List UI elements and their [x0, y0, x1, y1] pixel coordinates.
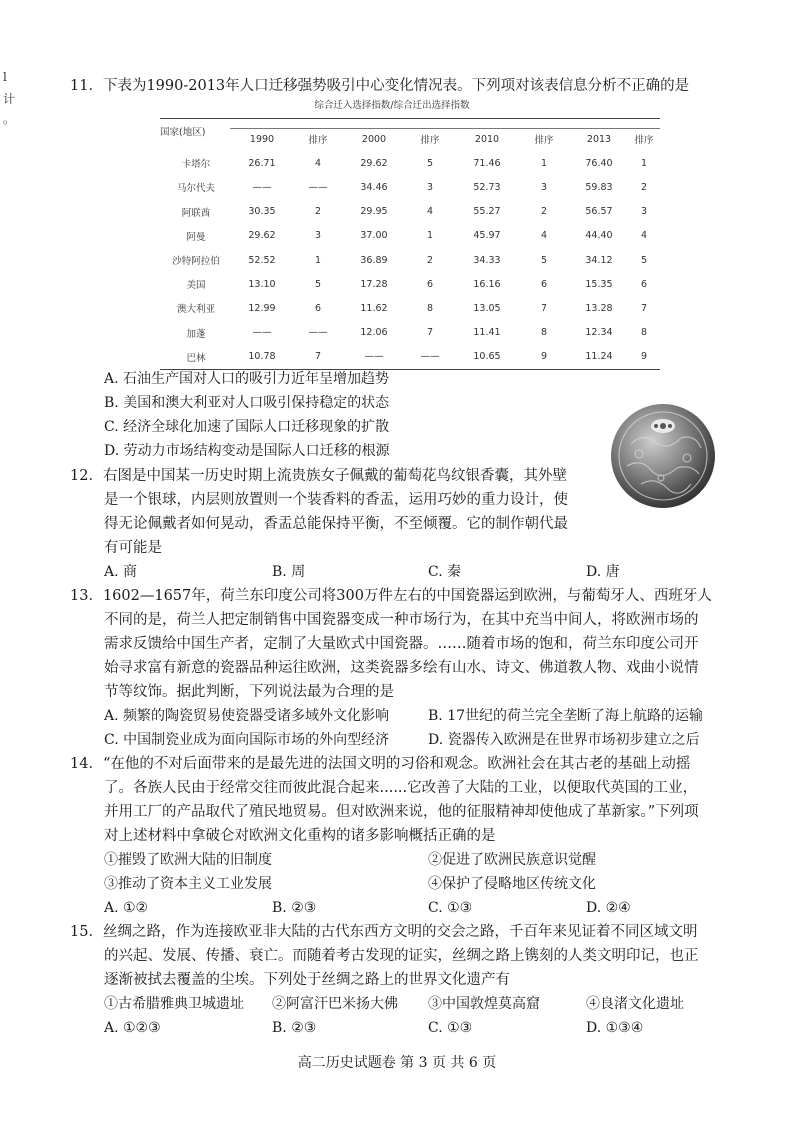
table-cell: 56.57	[585, 206, 613, 218]
q15-line: 15．丝绸之路，作为连接欧亚非大陆的古代东西方文明的交会之路，千百年来见证着不同区域文明	[70, 924, 698, 940]
table-cell: 26.71	[248, 157, 276, 169]
table-cell: 阿联酋	[181, 207, 211, 219]
q15-line: 逐渐被拭去覆盖的尘埃。下列处于丝绸之路上的世界文化遗产有	[104, 972, 510, 988]
table-cell: 2	[640, 181, 648, 193]
table-cell: 29.62	[360, 157, 388, 169]
table-cell: ——	[420, 351, 440, 363]
margin-mark: 。	[3, 112, 16, 126]
table-cell: 6	[426, 278, 434, 290]
table-cell: 加蓬	[186, 328, 206, 340]
table-cell: 巴林	[186, 352, 206, 364]
table-row	[160, 200, 660, 224]
q15-item-1: ①古希腊雅典卫城遗址	[104, 996, 244, 1012]
table-cell: 10.78	[248, 351, 276, 363]
table-cell: 1	[314, 254, 322, 266]
margin-mark: 计	[3, 92, 16, 106]
table-cell: 52.52	[248, 254, 276, 266]
table-cell: 5	[426, 157, 434, 169]
table-cell: 44.40	[585, 230, 613, 242]
table-cell: 52.73	[473, 181, 501, 193]
table-cell: 16.16	[473, 278, 501, 290]
q13-line: 始寻求富有新意的瓷器品种运往欧洲，这类瓷器多绘有山水、诗文、佛道教人物、戏曲小说情	[104, 660, 699, 676]
table-cell: 13.05	[473, 302, 501, 314]
table-cell: 71.46	[473, 157, 501, 169]
table-cell: ——	[364, 351, 384, 363]
migration-table	[160, 111, 660, 369]
q14-item-2: ②促进了欧洲民族意识觉醒	[428, 852, 596, 868]
table-cell: 2	[540, 206, 548, 218]
table-cell: 36.89	[360, 254, 388, 266]
table-cell: 59.83	[585, 181, 613, 193]
column-header: 2013	[586, 133, 612, 145]
q14-item-3: ③推动了资本主义工业发展	[104, 876, 272, 892]
table-cell: 7	[314, 351, 322, 363]
q11-option-c[interactable]: C. 经济全球化加速了国际人口迁移现象的扩散	[104, 419, 390, 435]
q15-option-b[interactable]: B. ②③	[272, 1020, 317, 1036]
table-cell: 34.46	[360, 181, 388, 193]
q13-line: 不同的是，荷兰人把定制销售中国瓷器变成一种市场行为，在其中充当中间人，将欧洲市场的	[104, 612, 699, 628]
table-cell: 29.95	[360, 206, 388, 218]
q11-stem: 11．下表为1990-2013年人口迁移强势吸引中心变化情况表。下列项对该表信息分析不正确的是	[70, 78, 690, 94]
table-row	[160, 175, 660, 199]
column-header: 2000	[361, 133, 387, 145]
table-header-row	[160, 111, 660, 151]
column-header: 排序	[634, 135, 654, 147]
table-cell: 8	[640, 327, 648, 339]
q13-line: 13．1602—1657年，荷兰东印度公司将300万件左右的中国瓷器运到欧洲，与葡萄牙人、西班牙人	[70, 588, 712, 604]
q15-option-d[interactable]: D. ①③④	[586, 1020, 644, 1036]
table-cell: 10.65	[473, 351, 501, 363]
table-cell: 1	[640, 157, 648, 169]
q13-option-b[interactable]: B. 17世纪的荷兰完全垄断了海上航路的运输	[428, 708, 704, 724]
table-cell: 8	[540, 327, 548, 339]
q15-line: 的兴起、发展、传播、衰亡。而随着考古发现的证实，丝绸之路上镌刻的人类文明印记，也正	[104, 948, 699, 964]
table-row	[160, 224, 660, 248]
table-cell: 9	[540, 351, 548, 363]
q14-option-c[interactable]: C. ①③	[428, 900, 473, 916]
table-cell: 34.12	[585, 254, 613, 266]
column-header: 排序	[534, 135, 554, 147]
table-cell: 12.34	[585, 327, 613, 339]
table-cell: 美国	[186, 280, 206, 292]
q12-option-d[interactable]: D. 唐	[586, 564, 620, 580]
table-cell: 4	[426, 206, 434, 218]
column-header: 排序	[308, 135, 328, 147]
q15-option-c[interactable]: C. ①③	[428, 1020, 473, 1036]
q11-option-a[interactable]: A. 石油生产国对人口的吸引力近年呈增加趋势	[104, 371, 390, 387]
q14-line: 并用工厂的产品取代了殖民地贸易。但对欧洲来说，他的征服精神却使他成了革新家。”下列项	[104, 804, 699, 820]
q13-option-c[interactable]: C. 中国制瓷业成为面向国际市场的外向型经济	[104, 732, 390, 748]
table-cell: 1	[426, 230, 434, 242]
table-row	[160, 296, 660, 320]
q13-option-a[interactable]: A. 频繁的陶瓷贸易使瓷器受诸多域外文化影响	[104, 708, 390, 724]
column-header: 国家(地区)	[160, 127, 206, 139]
table-cell: ——	[252, 327, 272, 339]
silver-sachet-image	[611, 404, 715, 508]
q12-option-b[interactable]: B. 周	[272, 564, 306, 580]
q12-line: 有可能是	[104, 540, 162, 556]
table-cell: 1	[540, 157, 548, 169]
table-cell: 8	[426, 302, 434, 314]
q14-line: 对上述材料中拿破仑对欧洲文化重构的诸多影响概括正确的是	[104, 828, 496, 844]
table-cell: 4	[640, 230, 648, 242]
table-cell: 37.00	[360, 230, 388, 242]
q14-line: 14．“在他的不对后面带来的是最先进的法国文明的习俗和观念。欧洲社会在其古老的基础上动摇	[70, 756, 691, 772]
table-cell: 7	[640, 302, 648, 314]
column-header: 1990	[249, 133, 275, 145]
table-cell: 13.28	[585, 302, 613, 314]
table-cell: ——	[308, 327, 328, 339]
table-cell: 6	[540, 278, 548, 290]
table-cell: 76.40	[585, 157, 613, 169]
q14-option-d[interactable]: D. ②④	[586, 900, 631, 916]
column-header: 2010	[474, 133, 500, 145]
column-header: 排序	[420, 135, 440, 147]
table-cell: 沙特阿拉伯	[172, 256, 220, 268]
q12-line: 是一个银球，内层则放置则一个装香料的香盂，运用巧妙的重力设计，使	[104, 492, 568, 508]
q15-option-a[interactable]: A. ①②③	[104, 1020, 161, 1036]
table-cell: 3	[314, 230, 322, 242]
table-cell: 6	[314, 302, 322, 314]
q12-option-c[interactable]: C. 秦	[428, 564, 462, 580]
page-footer: 高二历史试题卷 第 3 页 共 6 页	[297, 1055, 497, 1071]
q13-option-d[interactable]: D. 瓷器传入欧洲是在世界市场初步建立之后	[428, 732, 700, 748]
q14-item-1: ①摧毁了欧洲大陆的旧制度	[104, 852, 272, 868]
table-cell: 5	[540, 254, 548, 266]
q11-option-b[interactable]: B. 美国和澳大利亚对人口吸引保持稳定的状态	[104, 395, 390, 411]
table-row	[160, 272, 660, 296]
table-cell: 7	[540, 302, 548, 314]
floral-pattern-icon	[611, 404, 715, 508]
table-row	[160, 151, 660, 175]
q14-line: 了。各族人民由于经常交往而彼此混合起来......它改善了大陆的工业，以便取代英国的工业，	[104, 780, 698, 796]
table-cell: 4	[540, 230, 548, 242]
table-cell: 3	[640, 206, 648, 218]
table-cell: 34.33	[473, 254, 501, 266]
table-cell: 45.97	[473, 230, 501, 242]
q14-option-a[interactable]: A. ①②	[104, 900, 149, 916]
table-cell: 11.24	[585, 351, 613, 363]
table-cell: 12.06	[360, 327, 388, 339]
table-cell: 15.35	[585, 278, 613, 290]
table-cell: 澳大利亚	[176, 304, 215, 316]
table-cell: 马尔代夫	[176, 183, 215, 195]
table-cell: 9	[640, 351, 648, 363]
q13-line: 节等纹饰。据此判断，下列说法最为合理的是	[104, 684, 394, 700]
table-cell: 4	[314, 157, 322, 169]
table-cell: 55.27	[473, 206, 501, 218]
table-cell: 2	[426, 254, 434, 266]
q15-item-2: ②阿富汗巴米扬大佛	[272, 996, 398, 1012]
q15-item-3: ③中国敦煌莫高窟	[428, 996, 540, 1012]
table-cell: 12.99	[248, 302, 276, 314]
table-cell: ——	[252, 181, 272, 193]
q12-option-a[interactable]: A. 商	[104, 564, 138, 580]
q15-item-4: ④良渚文化遗址	[586, 996, 684, 1012]
table-cell: 3	[426, 181, 434, 193]
table-row	[160, 248, 660, 272]
q11-option-d[interactable]: D. 劳动力市场结构变动是国际人口迁移的根源	[104, 443, 390, 459]
table-cell: 卡塔尔	[181, 159, 211, 171]
table-row	[160, 345, 660, 369]
q14-option-b[interactable]: B. ②③	[272, 900, 317, 916]
table-cell: 11.41	[473, 327, 501, 339]
table-cell: 29.62	[248, 230, 276, 242]
table-cell: 5	[314, 278, 322, 290]
table-cell: 30.35	[248, 206, 276, 218]
margin-mark: l	[3, 70, 7, 84]
table-cell: 13.10	[248, 278, 276, 290]
table-row	[160, 321, 660, 345]
table-cell: 7	[426, 327, 434, 339]
q12-line: 得无论佩戴者如何晃动，香盂总能保持平衡，不至倾覆。它的制作朝代最	[104, 516, 568, 532]
q12-line: 12．右图是中国某一历史时期上流贵族女子佩戴的葡萄花鸟纹银香囊，其外壁	[70, 468, 567, 484]
q14-item-4: ④保护了侵略地区传统文化	[428, 876, 596, 892]
table-cell: 2	[314, 206, 322, 218]
table-cell: 11.62	[360, 302, 388, 314]
table-cell: 6	[640, 278, 648, 290]
table-cell: 17.28	[360, 278, 388, 290]
table-cell: 5	[640, 254, 648, 266]
table-group-header: 综合迁入选择指数/综合迁出选择指数	[314, 100, 470, 111]
table-cell: 3	[540, 181, 548, 193]
table-cell: ——	[308, 181, 328, 193]
table-cell: 阿曼	[186, 231, 206, 243]
q13-line: 需求反馈给中国生产者，定制了大量欧式中国瓷器。……随着市场的饱和，荷兰东印度公司开	[104, 636, 699, 652]
